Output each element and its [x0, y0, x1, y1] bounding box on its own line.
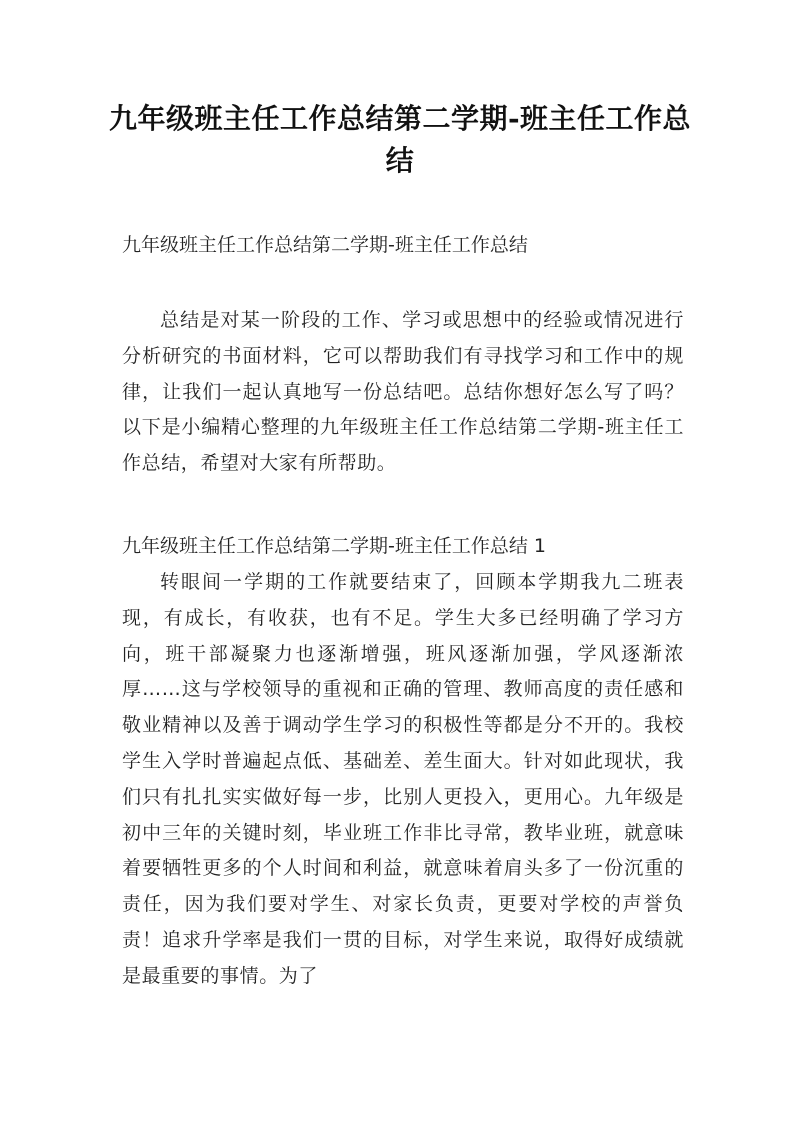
document-subtitle: 九年级班主任工作总结第二学期-班主任工作总结	[122, 234, 528, 256]
document-title: 九年级班主任工作总结第二学期-班主任工作总结	[108, 102, 692, 177]
intro-paragraph: 总结是对某一阶段的工作、学习或思想中的经验或情况进行分析研究的书面材料，它可以帮助我们有寻找学习和工作中的规律，让我们一起认真地写一份总结吧。总结你想好怎么写了吗？以下是小编精心整理的九年级班主任工作总结第二学期-班主任工作总结，希望对大家有所帮助。	[122, 309, 684, 475]
section-paragraph: 转眼间一学期的工作就要结束了，回顾本学期我九二班表现，有成长，有收获，也有不足。学生大多已经明确了学习方向，班干部凝聚力也逐渐增强，班风逐渐加强，学风逐渐浓厚……这与学校领导的重视和正确的管理、教师高度的责任感和敬业精神以及善于调动学生学习的积极性等都是分不开的。我校学生入学时普遍起点低、基础差、差生面大。针对如此现状，我们只有扎扎实实做好每一步，比别人更投入，更用心。九年级是初中三年的关键时刻，毕业班工作非比寻常，教毕业班，就意味着要牺牲更多的个人时间和利益，就意味着肩头多了一份沉重的责任，因为我们要对学生、对家长负责，更要对学校的声誉负责！追求升学率是我们一贯的目标，对学生来说，取得好成绩就是最重要的事情。为了	[122, 571, 684, 987]
section-heading: 九年级班主任工作总结第二学期-班主任工作总结 1	[122, 535, 546, 557]
